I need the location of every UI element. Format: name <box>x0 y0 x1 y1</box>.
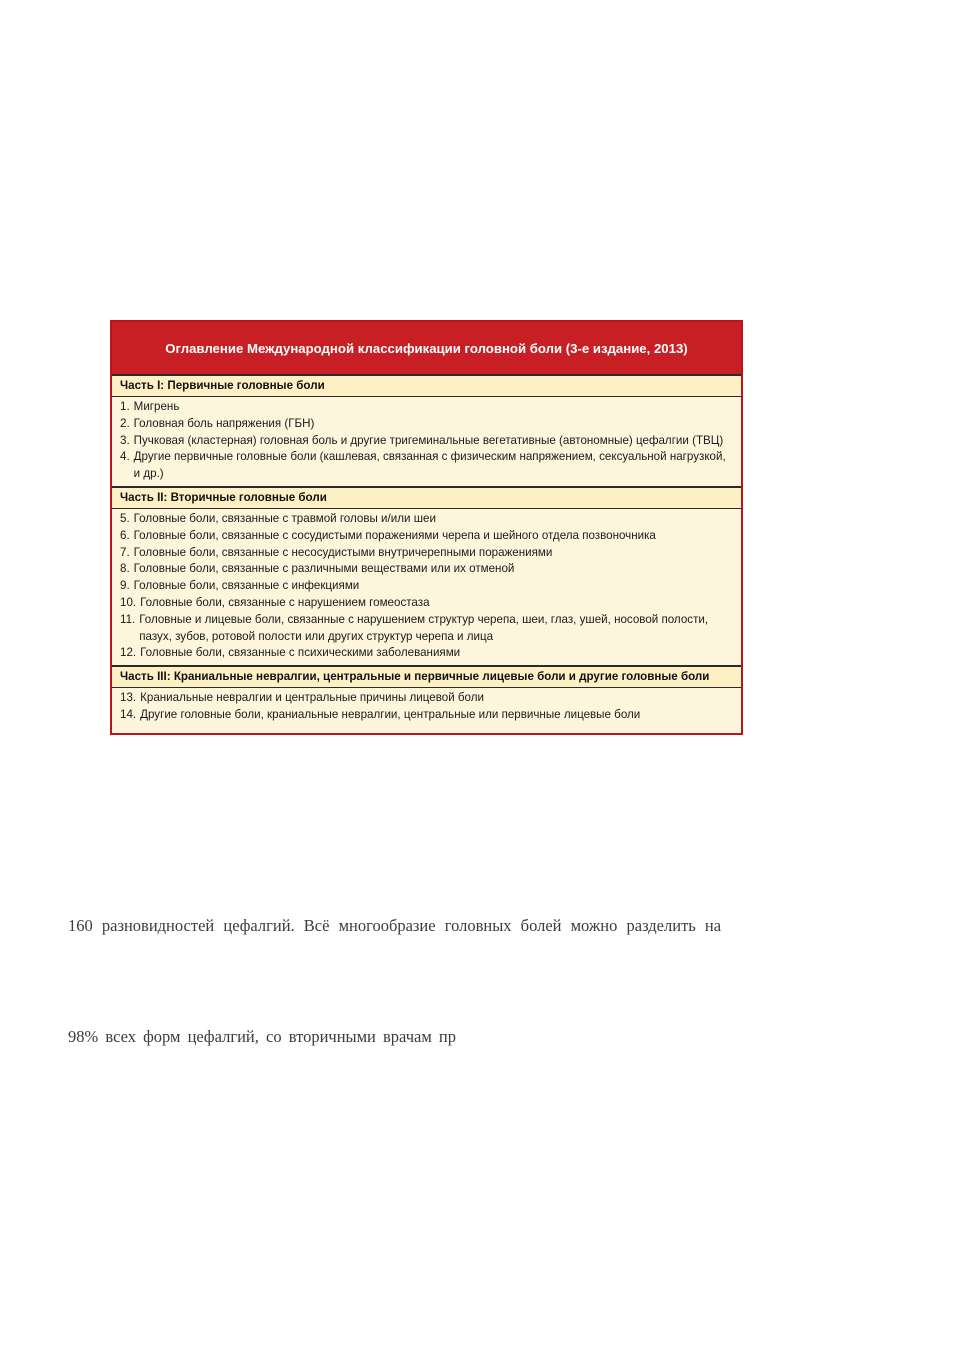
item-text: Головные боли, связанные с сосудистыми поражениями черепа и шейного отдела позвоночника <box>133 528 656 542</box>
item-text: Головные и лицевые боли, связанные с нарушением структур черепа, шеи, глаз, ушей, носовой полости, пазух, зубов, ротовой полости или других структур черепа и лица <box>139 612 709 643</box>
item-text: Головные боли, связанные с несосудистыми внутричерепными поражениями <box>133 545 553 559</box>
item-number: 10. <box>120 595 137 609</box>
item-number: 12. <box>120 646 137 660</box>
list-item <box>120 561 733 578</box>
part-body-1 <box>112 397 741 486</box>
item-text: Другие первичные головные боли (кашлевая, связанная с физическим напряжением, сексуальной нагрузкой, и др.) <box>133 450 726 481</box>
item-number: 2. <box>120 416 130 430</box>
part-heading-2: Часть II: Вторичные головные боли <box>112 486 741 509</box>
item-number: 6. <box>120 528 130 542</box>
item-text: Мигрень <box>133 400 180 413</box>
list-item <box>120 449 733 483</box>
item-text: Головные боли, связанные с психическими заболеваниями <box>140 646 461 660</box>
item-number: 7. <box>120 545 130 559</box>
item-text: Головные боли, связанные с нарушением гомеостаза <box>140 595 430 609</box>
list-item <box>120 399 733 416</box>
list-item <box>120 545 733 562</box>
list-item <box>120 645 733 662</box>
item-text: Головная боль напряжения (ГБН) <box>133 416 315 430</box>
item-number: 5. <box>120 511 130 525</box>
item-number: 14. <box>120 707 137 721</box>
list-item <box>120 528 733 545</box>
list-item <box>120 416 733 433</box>
item-number: 1. <box>120 400 130 413</box>
part-heading-1: Часть I: Первичные головные боли <box>112 374 741 397</box>
item-text: Головные боли, связанные с травмой головы и/или шеи <box>133 511 436 525</box>
item-number: 4. <box>120 450 130 464</box>
part-body-3 <box>112 688 741 727</box>
item-number: 13. <box>120 691 137 705</box>
item-number: 9. <box>120 579 130 593</box>
item-text: Головные боли, связанные с различными веществами или их отменой <box>133 562 515 576</box>
item-text: Пучковая (кластерная) головная боль и другие тригеминальные вегетативные (автономные) цефалгии (ТВЦ) <box>133 433 724 447</box>
item-number: 8. <box>120 562 130 576</box>
table-title: Оглавление Международной классификации головной боли (3-е издание, 2013) <box>112 322 741 374</box>
part-heading-3: Часть III: Краниальные невралгии, центральные и первичные лицевые боли и другие головные боли <box>112 665 741 688</box>
item-text: Краниальные невралгии и центральные причины лицевой боли <box>140 691 484 705</box>
list-item <box>120 433 733 450</box>
item-text: Головные боли, связанные с инфекциями <box>133 579 360 593</box>
body-text-line-2: 98% всех форм цефалгий, со вторичными врачам пр <box>68 1027 456 1046</box>
body-text-line-1: 160 разновидностей цефалгий. Всё многообразие головных болей можно разделить на <box>68 916 722 935</box>
list-item <box>120 690 733 707</box>
item-number: 11. <box>120 612 136 626</box>
list-item <box>120 578 733 595</box>
list-item <box>120 511 733 528</box>
item-number: 3. <box>120 433 130 447</box>
ichd-contents-table <box>110 320 743 735</box>
list-item <box>120 707 733 724</box>
item-text: Другие головные боли, краниальные невралгии, центральные или первичные лицевые боли <box>140 707 641 721</box>
list-item <box>120 612 733 646</box>
list-item <box>120 595 733 612</box>
part-body-2 <box>112 509 741 665</box>
